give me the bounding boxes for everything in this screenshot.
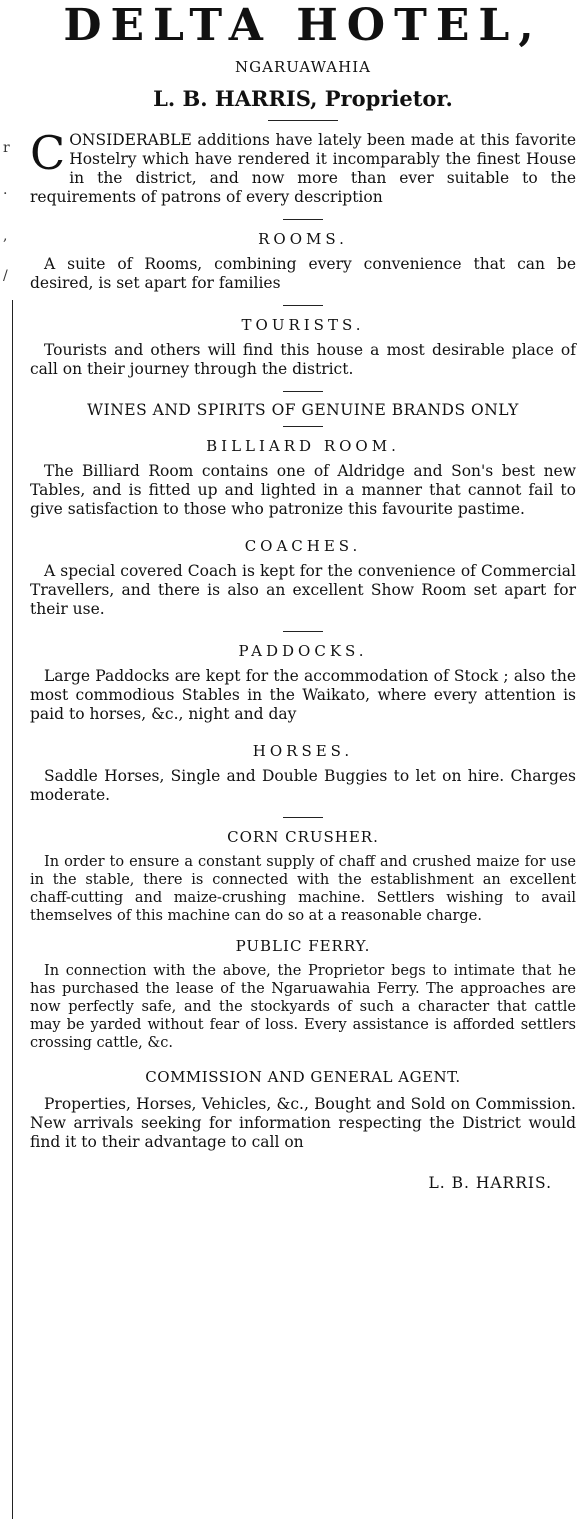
corn-heading: CORN CRUSHER. (227, 828, 379, 846)
paddocks-text: Large Paddocks are kept for the accommodation of Stock ; also the most commodious Stables in the Waikato, where every attention is paid to horses, &c., night and day (30, 667, 576, 723)
drop-cap: C (30, 126, 66, 180)
divider (283, 391, 323, 392)
rooms-heading: ROOMS. (258, 230, 348, 248)
hotel-title: DELTA HOTEL, (63, 0, 543, 51)
location-name: NGARUAWAHIA (235, 58, 371, 76)
wines-heading: WINES AND SPIRITS OF GENUINE BRANDS ONLY (87, 401, 519, 419)
divider (283, 426, 323, 427)
coaches-heading: COACHES. (244, 537, 362, 555)
billiard-heading: BILLIARD ROOM. (206, 437, 400, 455)
divider (283, 817, 323, 818)
proprietor-line: L. B. HARRIS, Proprietor. (153, 86, 453, 111)
horses-heading: HORSES. (252, 742, 354, 760)
rooms-text: A suite of Rooms, combining every convenience that can be desired, is set apart for families (30, 255, 576, 292)
tourists-text: Tourists and others will find this house a most desirable place of call on their journey through the district. (30, 341, 576, 378)
divider (283, 219, 323, 220)
divider (268, 120, 338, 121)
margin-mark: . (3, 182, 8, 198)
divider (283, 305, 323, 306)
divider (283, 631, 323, 632)
commission-text: Properties, Horses, Vehicles, &c., Bought and Sold on Commission. New arrivals seeking for information respecting the District would find it to their advantage to call on (30, 1095, 576, 1151)
margin-mark: , (3, 228, 8, 244)
corn-text: In order to ensure a constant supply of chaff and crushed maize for use in the stable, there is connected with the establishment an excellent chaff-cutting and maize-crushing machine. Settlers wishing to avail themselves of this machine can do so at a reasonable charge. (30, 854, 576, 924)
signature: L. B. HARRIS. (428, 1174, 552, 1192)
intro-paragraph (30, 126, 576, 207)
margin-mark: / (3, 268, 8, 284)
billiard-text: The Billiard Room contains one of Aldridge and Son's best new Tables, and is fitted up and lighted in a manner that cannot fail to give satisfaction to those who patronize this favourite pastime. (30, 462, 576, 518)
ferry-text: In connection with the above, the Proprietor begs to intimate that he has purchased the lease of the Ngaruawahia Ferry. The approaches are now perfectly safe, and the stockyards of such a character that cattle may be yarded without fear of loss. Every assistance is afforded settlers crossing cattle, &c. (30, 963, 576, 1051)
ferry-heading: PUBLIC FERRY. (235, 937, 371, 955)
commission-heading: COMMISSION AND GENERAL AGENT. (145, 1068, 461, 1086)
horses-text: Saddle Horses, Single and Double Buggies to let on hire. Charges moderate. (30, 767, 576, 804)
column-rule (12, 300, 13, 1519)
intro-text: ONSIDERABLE additions have lately been made at this favorite Hostelry which have rendered it incomparably the finest House in the district, and now more than ever suitable to the requirements of patrons of every description (30, 131, 576, 206)
tourists-heading: TOURISTS. (241, 316, 365, 334)
paddocks-heading: PADDOCKS. (238, 642, 368, 660)
coaches-text: A special covered Coach is kept for the convenience of Commercial Travellers, and there is also an excellent Show Room set apart for their use. (30, 562, 576, 618)
margin-mark: r (3, 140, 10, 156)
